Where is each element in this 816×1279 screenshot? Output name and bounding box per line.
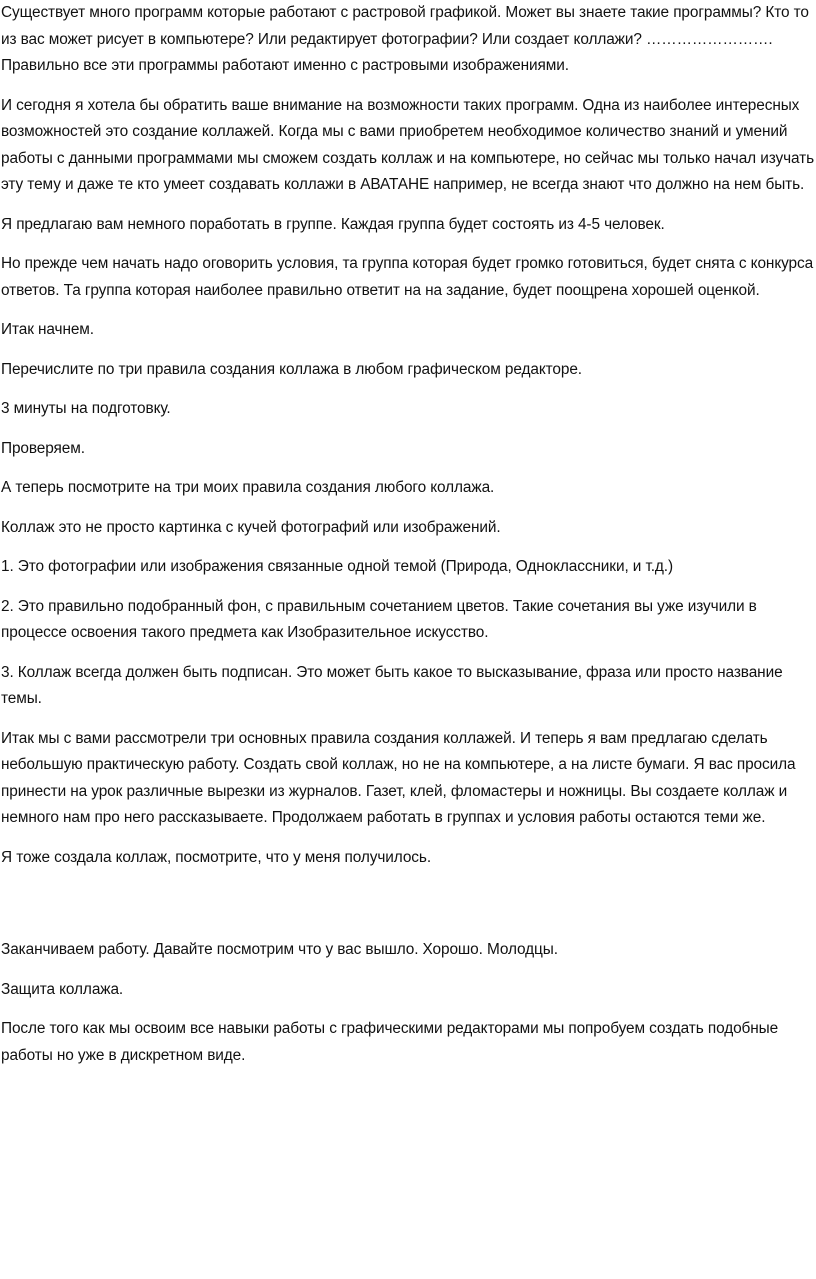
paragraph-my-rules: А теперь посмотрите на три моих правила создания любого коллажа.	[1, 479, 495, 496]
paragraph-future: После того как мы освоим все навыки работы с графическими редакторами мы попробуем создать подобные работы но уже в дискретном виде.	[1, 1020, 779, 1064]
paragraph-gap	[1, 1003, 816, 1016]
paragraph-gap-large	[1, 871, 816, 937]
paragraph-gap	[1, 423, 816, 436]
paragraph-prep-time: 3 минуты на подготовку.	[1, 400, 171, 417]
paragraph-gap	[1, 344, 816, 357]
paragraph-gap	[1, 238, 816, 251]
paragraph-gap	[1, 383, 816, 396]
paragraph-gap	[1, 964, 816, 977]
rule-item-3: 3. Коллаж всегда должен быть подписан. Это может быть какое то высказывание, фраза или просто название темы.	[1, 663, 783, 707]
paragraph-my-collage: Я тоже создала коллаж, посмотрите, что у меня получилось.	[1, 848, 431, 866]
paragraph-gap	[1, 80, 816, 93]
paragraph-practical-work: Итак мы с вами рассмотрели три основных правила создания коллажей. И теперь я вам предлагаю сделать небольшую практическую работу. Создать свой коллаж, но не на компьютере, а на листе бумаги. Я вас просила принести на урок различные вырезки из журналов. Газет, клей, фломастеры и ножницы. Вы создаете коллаж и немного нам про него рассказываете. Продолжаем работать в группах и условия работы остаются теми же.	[1, 729, 796, 826]
paragraph-defense: Защита коллажа.	[1, 980, 124, 998]
paragraph-gap	[1, 832, 816, 845]
paragraph-gap	[1, 647, 816, 660]
paragraph-begin: Итак начнем.	[1, 321, 94, 338]
paragraph-collage-definition: Коллаж это не просто картинка с кучей фотографий или изображений.	[1, 518, 501, 536]
paragraph-task: Перечислите по три правила создания коллажа в любом графическом редакторе.	[1, 360, 582, 378]
paragraph-gap	[1, 713, 816, 726]
paragraph-group-work: Я предлагаю вам немного поработать в группе. Каждая группа будет состоять из 4-5 человек.	[1, 215, 665, 233]
paragraph-conditions: Но прежде чем начать надо оговорить условия, та группа которая будет громко готовиться, будет снята с конкурса ответов. Та группа которая наиболее правильно ответит на на задание, будет поощрена хорошей оценкой.	[1, 255, 814, 299]
paragraph-gap	[1, 199, 816, 212]
paragraph-gap	[1, 304, 816, 317]
paragraph-finish-work: Заканчиваем работу. Давайте посмотрим что у вас вышло. Хорошо. Молодцы.	[1, 941, 558, 958]
paragraph-gap	[1, 581, 816, 594]
paragraph-check: Проверяем.	[1, 439, 85, 457]
paragraph-collage-possibilities: И сегодня я хотела бы обратить ваше внимание на возможности таких программ. Одна из наиболее интересных возможностей это создание коллажей. Когда мы с вами приобретем необходимое количество знаний и умений работы с данными программами мы сможем создать коллаж и на компьютере, но сейчас мы только начал изучать эту тему и даже те кто умеет создавать коллажи в АВАТАНЕ например, не всегда знают что должно на нем быть.	[1, 96, 815, 193]
rule-item-2: 2. Это правильно подобранный фон, с правильным сочетанием цветов. Такие сочетания вы уже изучили в процессе освоения такого предмета как Изобразительное искусство.	[1, 597, 757, 641]
paragraph-gap	[1, 502, 816, 515]
rule-item-1: 1. Это фотографии или изображения связанные одной темой (Природа, Одноклассники, и т.д.)	[1, 558, 673, 575]
paragraph-intro: Существует много программ которые работают с растровой графикой. Может вы знаете такие программы? Кто то из вас может рисует в компьютере? Или редактирует фотографии? Или создает коллажи? ……………………. Правильно все эти программы работают именно с растровыми изображениями.	[1, 4, 809, 74]
paragraph-gap	[1, 541, 816, 554]
paragraph-gap	[1, 462, 816, 475]
